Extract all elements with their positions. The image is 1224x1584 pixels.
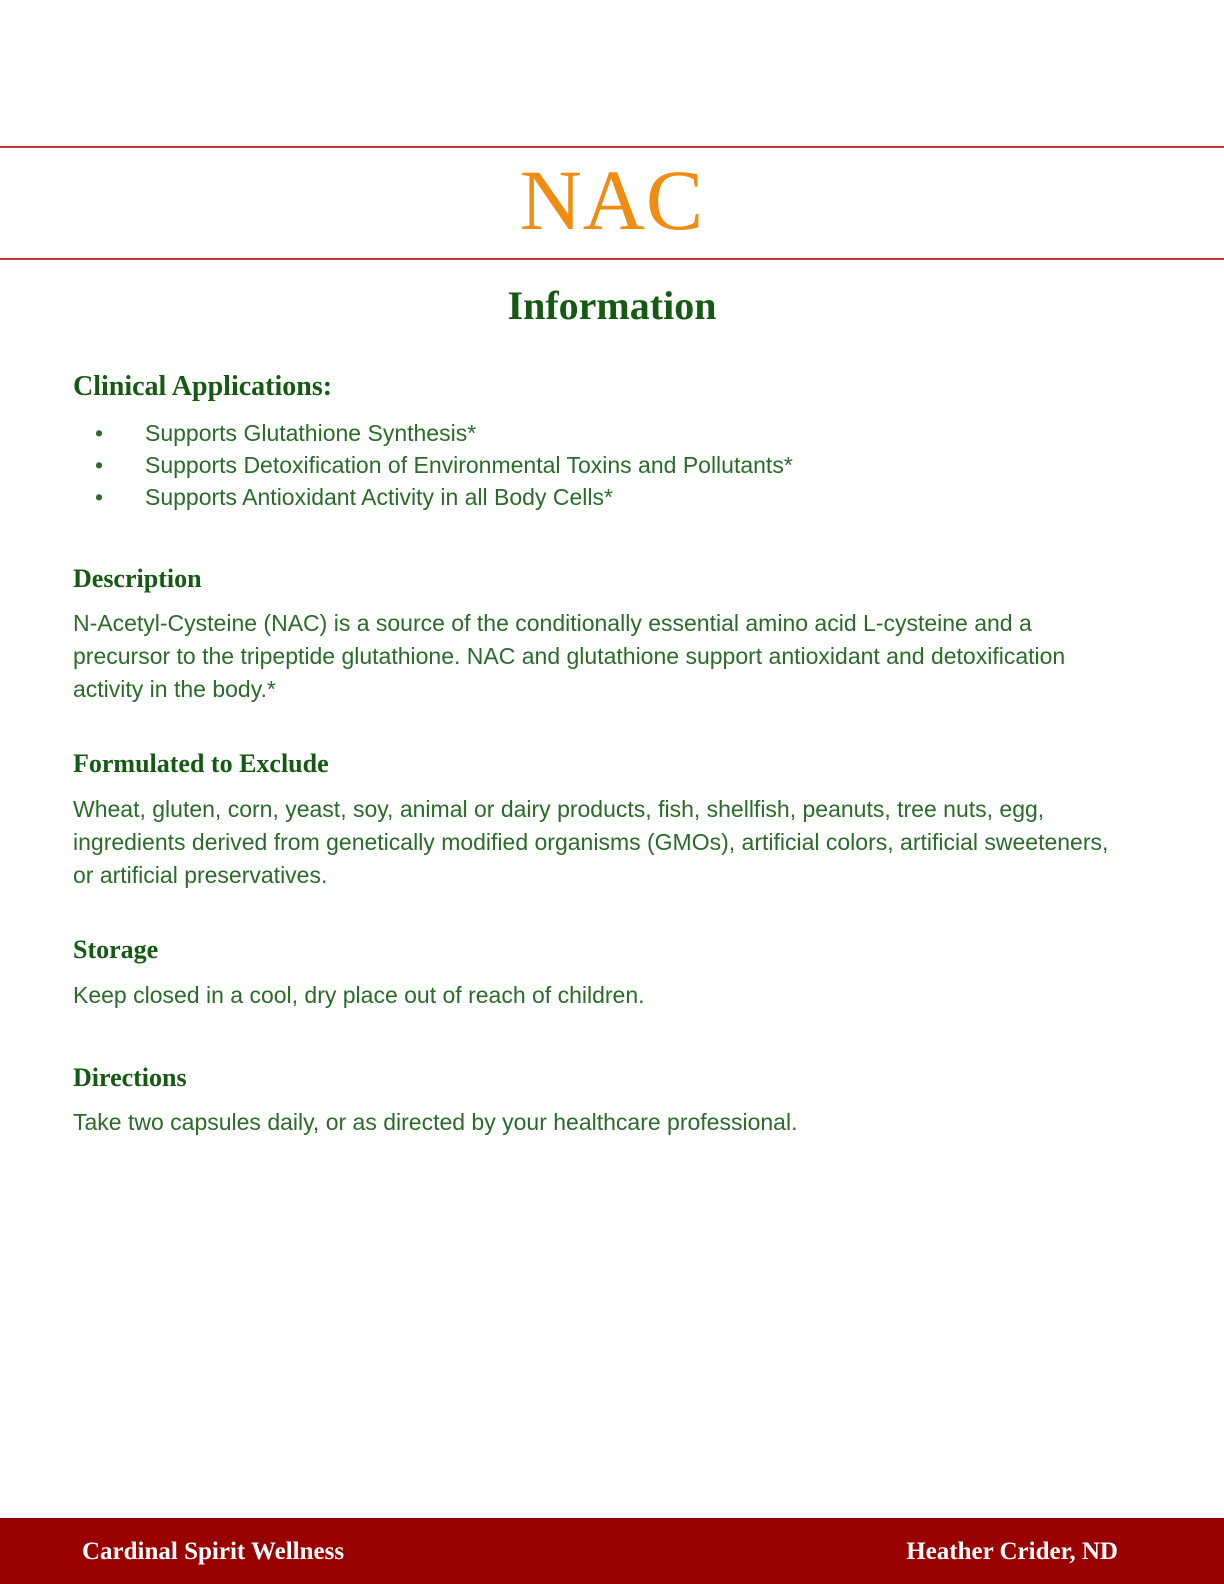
section-description: [73, 565, 1133, 707]
spacer: [73, 706, 1133, 750]
list-item: [73, 417, 1133, 449]
spacer: [73, 892, 1133, 936]
document-footer: [0, 1518, 1224, 1584]
formulated-to-exclude-heading: Formulated to Exclude: [73, 749, 329, 779]
title-band: [0, 148, 1224, 258]
document-content: [73, 372, 1133, 1139]
storage-heading: Storage: [73, 934, 159, 964]
list-item: [73, 481, 1133, 513]
clinical-applications-heading: Clinical Applications:: [73, 371, 333, 402]
list-item-label: Supports Antioxidant Activity in all Body Cells*: [145, 483, 613, 510]
section-storage: [73, 936, 1133, 1012]
bullet-icon: •: [95, 451, 104, 478]
bullet-icon: •: [95, 483, 104, 510]
directions-body: Take two capsules daily, or as directed by your healthcare professional.: [73, 1109, 798, 1136]
formulated-to-exclude-body: Wheat, gluten, corn, yeast, soy, animal or dairy products, fish, shellfish, peanuts, tree nuts, egg, ingredients derived from genetically modified organisms (GMOs), artificial colors, artificial sweeteners, or artificial preservatives.: [73, 795, 1109, 888]
list-item-label: Supports Glutathione Synthesis*: [145, 419, 477, 446]
directions-heading: Directions: [73, 1062, 187, 1092]
storage-body: Keep closed in a cool, dry place out of reach of children.: [73, 981, 645, 1008]
page-title: NAC: [519, 152, 705, 248]
page-subtitle: Information: [507, 283, 717, 328]
bullet-icon: •: [95, 419, 104, 446]
document-header: [0, 146, 1224, 326]
list-item: [73, 449, 1133, 481]
description-heading: Description: [73, 563, 202, 593]
footer-brand-name: Cardinal Spirit Wellness: [82, 1537, 345, 1565]
section-clinical-applications: [73, 372, 1133, 513]
section-directions: [73, 1064, 1133, 1140]
list-item-label: Supports Detoxification of Environmental Toxins and Pollutants*: [145, 451, 793, 478]
spacer: [73, 513, 1133, 565]
footer-practitioner-name: Heather Crider, ND: [906, 1537, 1118, 1565]
clinical-applications-list: [73, 417, 1133, 513]
description-body: N-Acetyl-Cysteine (NAC) is a source of the conditionally essential amino acid L-cysteine and a precursor to the tripeptide glutathione. NAC and glutathione support antioxidant and detoxification activity in the body.*: [73, 610, 1066, 703]
spacer: [73, 1012, 1133, 1064]
section-formulated-to-exclude: [73, 750, 1133, 892]
